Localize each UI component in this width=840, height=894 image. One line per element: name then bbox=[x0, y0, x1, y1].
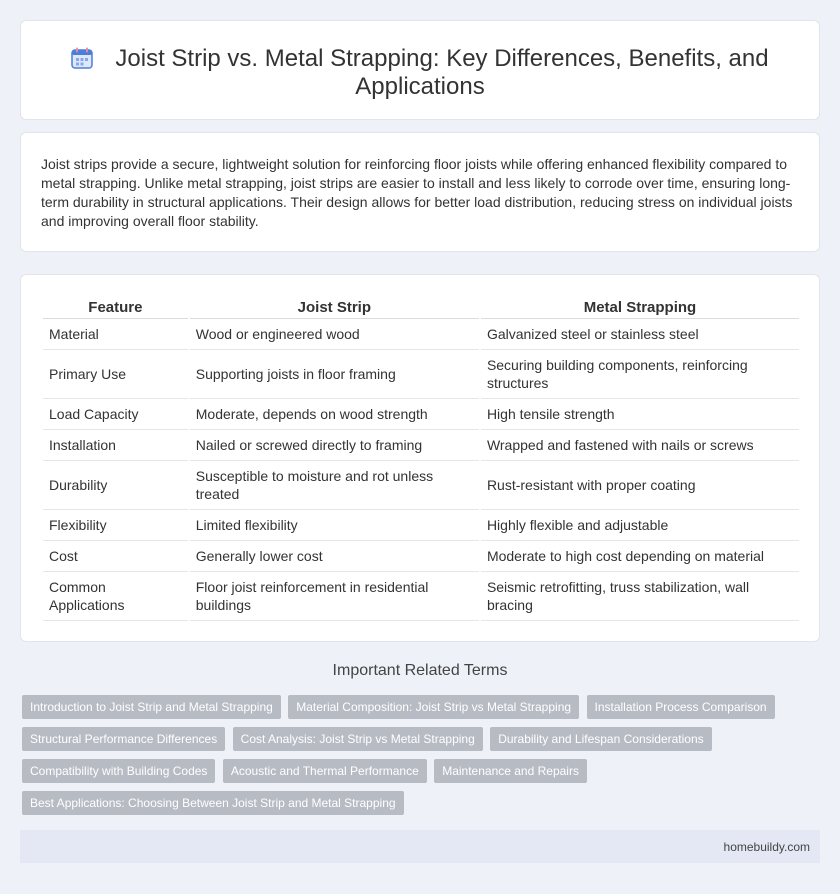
tag-row bbox=[22, 759, 822, 791]
row-joist-strip: Susceptible to moisture and rot unless treated bbox=[190, 461, 479, 510]
footer bbox=[20, 830, 820, 863]
comparison-table bbox=[41, 297, 801, 621]
tag-structural-performance[interactable]: Structural Performance Differences bbox=[22, 727, 225, 751]
tag-material-composition[interactable]: Material Composition: Joist Strip vs Metal Strapping bbox=[288, 695, 579, 719]
row-feature: Material bbox=[43, 319, 188, 350]
intro-paragraph: Joist strips provide a secure, lightweight solution for reinforcing floor joists while offering enhanced flexibility compared to metal strapping. Unlike metal strapping, joist strips are easier to install and less likely to corrode over time, ensuring long-term durability in structural applications. Their design allows for better load distribution, reducing stress on individual joists and improving overall floor stability. bbox=[41, 156, 793, 229]
related-terms-title: Important Related Terms bbox=[332, 662, 508, 679]
row-metal-strapping: Securing building components, reinforcing structures bbox=[481, 350, 799, 399]
row-metal-strapping: Seismic retrofitting, truss stabilization, wall bracing bbox=[481, 572, 799, 621]
table-row bbox=[43, 430, 799, 461]
row-joist-strip: Generally lower cost bbox=[190, 541, 479, 572]
row-metal-strapping: Wrapped and fastened with nails or screws bbox=[481, 430, 799, 461]
row-feature: Flexibility bbox=[43, 510, 188, 541]
tag-installation-process[interactable]: Installation Process Comparison bbox=[587, 695, 775, 719]
tag-durability-lifespan[interactable]: Durability and Lifespan Considerations bbox=[490, 727, 711, 751]
row-feature: Common Applications bbox=[43, 572, 188, 621]
tag-maintenance-repairs[interactable]: Maintenance and Repairs bbox=[434, 759, 587, 783]
table-row bbox=[43, 572, 799, 621]
table-row bbox=[43, 461, 799, 510]
tag-row bbox=[22, 791, 822, 823]
row-joist-strip: Nailed or screwed directly to framing bbox=[190, 430, 479, 461]
row-feature: Load Capacity bbox=[43, 399, 188, 430]
tag-row bbox=[22, 695, 822, 727]
table-row bbox=[43, 510, 799, 541]
footer-site-link[interactable]: homebuildy.com bbox=[723, 840, 810, 854]
header-card bbox=[20, 20, 820, 120]
row-feature: Installation bbox=[43, 430, 188, 461]
tag-cost-analysis[interactable]: Cost Analysis: Joist Strip vs Metal Strapping bbox=[233, 727, 483, 751]
row-joist-strip: Limited flexibility bbox=[190, 510, 479, 541]
related-terms-tags bbox=[22, 695, 822, 823]
page-title-wrap bbox=[21, 45, 819, 101]
intro-card bbox=[20, 132, 820, 252]
row-feature: Durability bbox=[43, 461, 188, 510]
table-row bbox=[43, 350, 799, 399]
row-metal-strapping: Rust-resistant with proper coating bbox=[481, 461, 799, 510]
row-joist-strip: Moderate, depends on wood strength bbox=[190, 399, 479, 430]
tag-best-applications[interactable]: Best Applications: Choosing Between Joist Strip and Metal Strapping bbox=[22, 791, 404, 815]
table-row bbox=[43, 541, 799, 572]
tag-acoustic-thermal[interactable]: Acoustic and Thermal Performance bbox=[223, 759, 427, 783]
row-joist-strip: Floor joist reinforcement in residential buildings bbox=[190, 572, 479, 621]
row-metal-strapping: High tensile strength bbox=[481, 399, 799, 430]
comparison-table-card bbox=[20, 274, 820, 642]
row-joist-strip: Wood or engineered wood bbox=[190, 319, 479, 350]
page-title: Joist Strip vs. Metal Strapping: Key Differences, Benefits, and Applications bbox=[115, 45, 769, 100]
row-feature: Primary Use bbox=[43, 350, 188, 399]
tag-row bbox=[22, 727, 822, 759]
row-metal-strapping: Moderate to high cost depending on material bbox=[481, 541, 799, 572]
row-joist-strip: Supporting joists in floor framing bbox=[190, 350, 479, 399]
table-header-row bbox=[43, 297, 799, 319]
table-row bbox=[43, 319, 799, 350]
table-row bbox=[43, 399, 799, 430]
row-metal-strapping: Galvanized steel or stainless steel bbox=[481, 319, 799, 350]
header-feature: Feature bbox=[43, 297, 188, 319]
tag-introduction[interactable]: Introduction to Joist Strip and Metal Strapping bbox=[22, 695, 281, 719]
header-joist-strip: Joist Strip bbox=[190, 297, 479, 319]
row-metal-strapping: Highly flexible and adjustable bbox=[481, 510, 799, 541]
tag-building-codes[interactable]: Compatibility with Building Codes bbox=[22, 759, 215, 783]
header-metal-strapping: Metal Strapping bbox=[481, 297, 799, 319]
calendar-icon bbox=[71, 47, 93, 69]
row-feature: Cost bbox=[43, 541, 188, 572]
